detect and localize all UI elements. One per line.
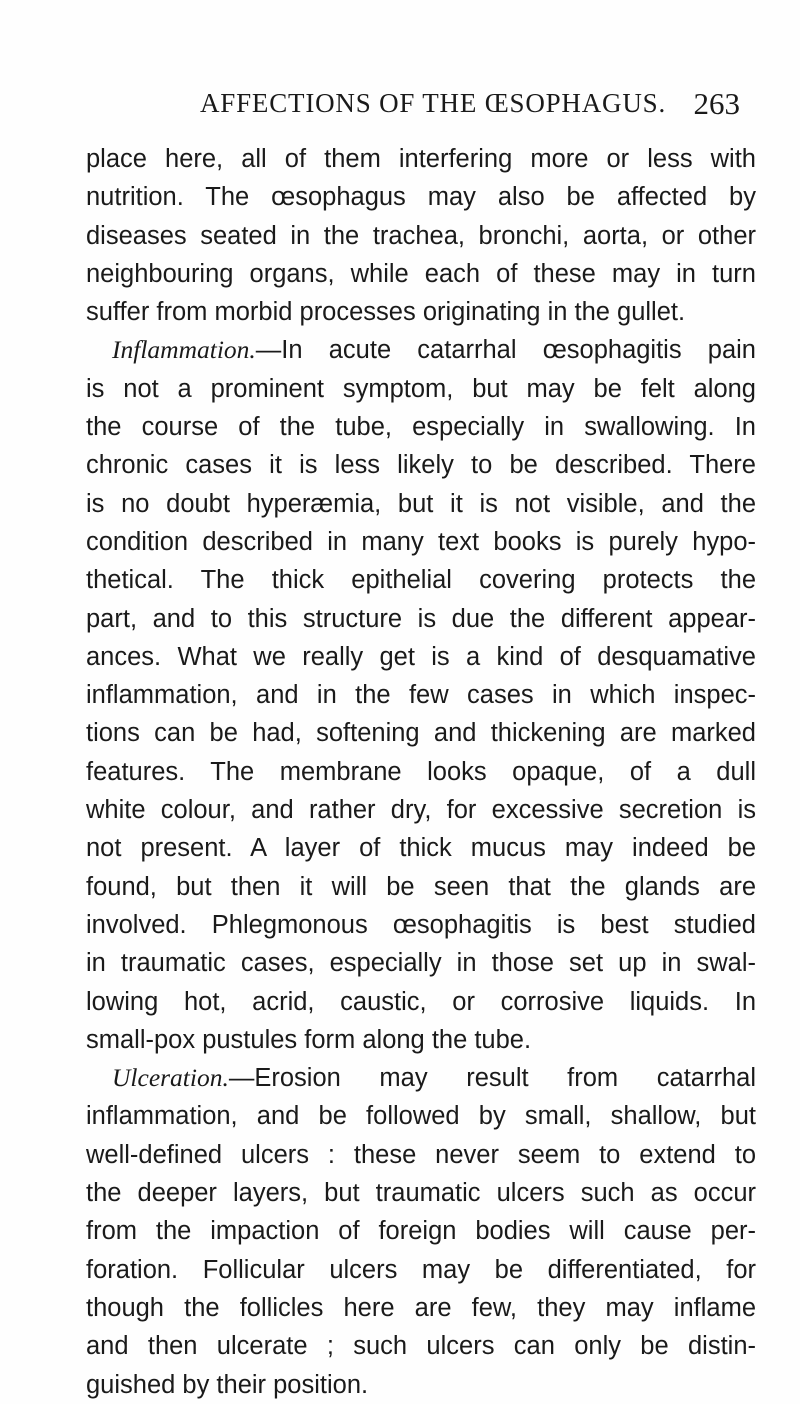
text-line [86,1251,756,1289]
text-line [86,485,756,523]
running-head-title: AFFECTIONS OF THE ŒSOPHAGUS. [200,88,666,118]
line-text: the deeper layers, but traumatic ulcers such as occur [86,1179,756,1208]
line-text: condition described in many text books is purely hypo- [86,527,756,556]
line-text: —Erosion may result from catarrhal [228,1064,756,1093]
line-text: foration. Follicular ulcers may be differentiated, for [86,1255,756,1284]
text-line [86,1212,756,1250]
line-text: involved. Phlegmonous œsophagitis is best studied [86,910,756,939]
text-line [86,561,756,599]
text-line [86,140,756,178]
text-line [86,868,756,906]
line-text: inflammation, and be followed by small, shallow, but [86,1102,756,1131]
line-text: well-defined ulcers : these never seem to extend to [86,1140,756,1169]
line-text: guished by their position. [86,1370,369,1399]
section-heading: Inflammation. [112,335,256,365]
line-text: in traumatic cases, especially in those set up in swal- [86,949,756,978]
text-line [86,408,756,446]
text-line [86,714,756,752]
text-line [86,1289,756,1327]
text-line [86,829,756,867]
line-text: is not a prominent symptom, but may be felt along [86,374,756,403]
line-text: inflammation, and in the few cases in which inspec- [86,681,756,710]
text-line [86,944,756,982]
line-text: place here, all of them interfering more or less with [86,145,756,173]
text-line [86,983,756,1021]
line-text: part, and to this structure is due the different appear- [86,604,756,633]
text-line [86,906,756,944]
line-text: ances. What we really get is a kind of desquamative [86,642,756,671]
line-text: the course of the tube, especially in swallowing. In [86,413,756,442]
line-text: small-pox pustules form along the tube. [86,1025,532,1054]
line-text: diseases seated in the trachea, bronchi, aorta, or other [86,221,756,250]
line-text: though the follicles here are few, they may inflame [86,1293,756,1322]
body-text [86,140,756,1404]
text-line [86,753,756,791]
text-line [86,1021,756,1059]
text-line [86,331,756,369]
line-text: and then ulcerate ; such ulcers can only be distin- [86,1332,756,1361]
line-text: nutrition. The œsophagus may also be affected by [86,183,756,212]
text-line [86,1097,756,1135]
text-line [86,523,756,561]
text-line [86,255,756,293]
text-line [86,1366,756,1404]
text-line [86,178,756,216]
line-text: suffer from morbid processes originating in the gullet. [86,298,686,327]
text-line [86,676,756,714]
line-text: is no doubt hyperæmia, but it is not visible, and the [86,489,756,518]
text-line [86,1327,756,1365]
line-text: tions can be had, softening and thickening are marked [86,719,756,748]
text-line [86,791,756,829]
text-line [86,638,756,676]
line-text: from the impaction of foreign bodies will cause per- [86,1217,756,1246]
text-line [86,446,756,484]
running-head [200,88,740,128]
text-line [86,217,756,255]
page-number: 263 [693,86,740,121]
text-line [86,1174,756,1212]
line-text: features. The membrane looks opaque, of a dull [86,757,756,786]
text-line [86,1136,756,1174]
line-text: chronic cases it is less likely to be described. There [86,451,756,480]
line-text: —In acute catarrhal œsophagitis pain [255,336,756,365]
text-line [86,1059,756,1097]
section-heading: Ulceration. [112,1063,229,1093]
text-line [86,370,756,408]
line-text: thetical. The thick epithelial covering protects the [86,566,756,595]
text-line [86,293,756,331]
text-line [86,600,756,638]
line-text: neighbouring organs, while each of these may in turn [86,259,756,288]
line-text: lowing hot, acrid, caustic, or corrosive liquids. In [86,987,756,1016]
line-text: white colour, and rather dry, for excessive secretion is [86,796,756,825]
line-text: not present. A layer of thick mucus may indeed be [86,834,756,863]
line-text: found, but then it will be seen that the glands are [86,872,756,901]
